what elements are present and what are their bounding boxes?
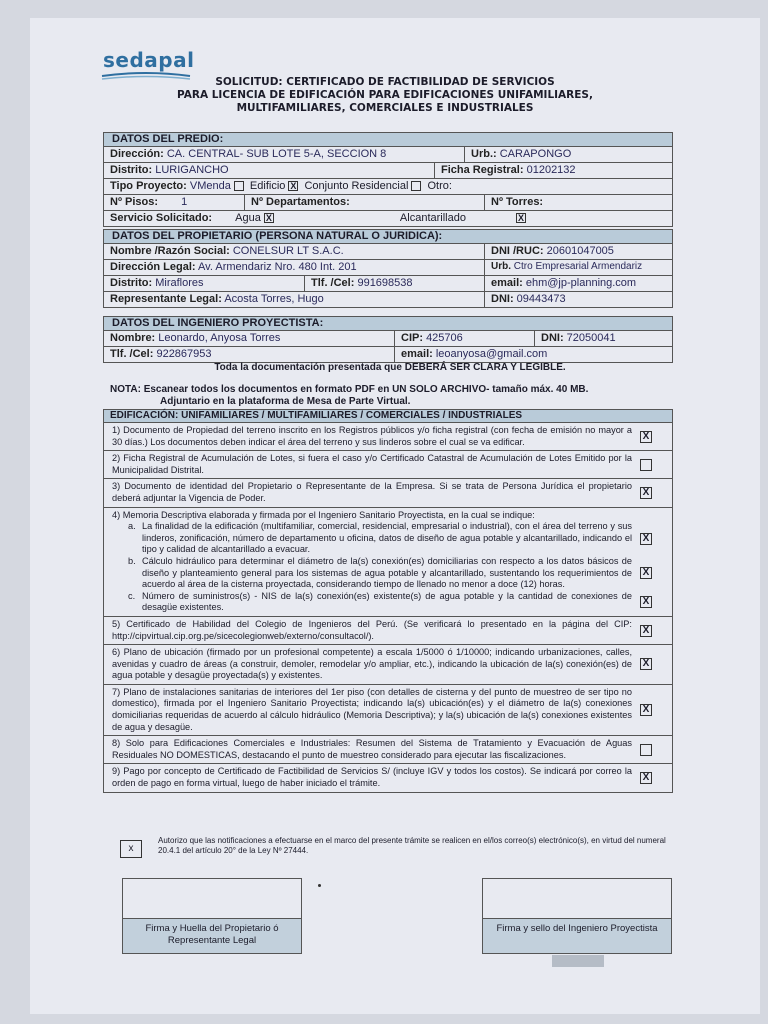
predio-pisos-label: Nº Pisos: (110, 196, 159, 208)
ingeniero-row-nombre (103, 331, 673, 347)
propietario-direccion-value[interactable]: Av. Armendariz Nro. 480 Int. 201 (198, 261, 357, 273)
tipo-edificio-checkbox[interactable]: X (290, 181, 297, 192)
engineer-signature-caption: Firma y sello del Ingeniero Proyectista (483, 918, 671, 953)
predio-distrito-label: Distrito: (110, 164, 153, 176)
ingeniero-nombre-value[interactable]: Leonardo, Anyosa Torres (158, 332, 281, 344)
authorization-text: Autorizo que las notificaciones a efectuarse en el marco del presente trámite se realicen en el/los correo(s) electrónico(s), en virtud del numeral 20.4.1 del artículo 20° de la Ley Nº 27444. (158, 836, 666, 855)
propietario-nombre-value[interactable]: CONELSUR LT S.A.C. (232, 245, 344, 257)
requirement-4b: b. Cálculo hidráulico para determinar el diámetro de la(s) conexión(es) domiciliarias con respecto a los datos básicos de diseño y planteamiento general para los sistemas de agua potable y alcantarillado, sustentando los requerimientos de acuerdo al área de la cisterna proyectada, considerando tiempo de llenado no menor a doce (12) horas. X (112, 556, 632, 591)
propietario-rep-value[interactable]: Acosta Torres, Hugo (224, 293, 324, 305)
requirement-item-1: 1) Documento de Propiedad del terreno inscrito en los Registros públicos y/o ficha registral (con fecha de emisión no mayor a 30 días.) Los documentos deben indicar el área del terreno y sus linderos sobre el cual se va edificar. X (104, 423, 672, 451)
requirement-3-checkbox[interactable]: X (640, 487, 652, 499)
requirement-item-8: 8) Solo para Edificaciones Comerciales e Industriales: Resumen del Sistema de Tratamiento y Evacuación de Aguas Residuales NO DOMESTICAS, destacando el punto de muestreo considerado para ejecutar las fiscalizaciones. (104, 736, 672, 764)
ingeniero-row-contacto (103, 347, 673, 363)
propietario-row-representante (103, 292, 673, 308)
requirement-item-2: 2) Ficha Registral de Acumulación de Lotes, si fuera el caso y/o Certificado Catastral de Acumulación de Lotes Emitido por la Municipalidad Distrital. (104, 451, 672, 479)
ingeniero-heading: DATOS DEL INGENIERO PROYECTISTA: (103, 316, 673, 331)
form-title-line3: MULTIFAMILIARES, COMERCIALES E INDUSTRIALES (236, 102, 534, 114)
predio-row-pisos (103, 195, 673, 211)
propietario-email-value[interactable]: ehm@jp-planning.com (525, 277, 637, 289)
predio-row-direccion (103, 147, 673, 163)
propietario-dni-label: DNI: (491, 293, 514, 305)
tipo-conjunto-label: Conjunto Residencial (304, 180, 409, 192)
ingeniero-dni-label: DNI: (541, 332, 564, 344)
requirement-4-intro: 4) Memoria Descriptiva elaborada y firmada por el Ingeniero Sanitario Proyectista, en la cual se indique: (112, 509, 535, 520)
requirement-6-checkbox[interactable]: X (640, 658, 652, 670)
predio-row-distrito (103, 163, 673, 179)
scan-note-line2: Adjuntario en la plataforma de Mesa de Parte Virtual. (160, 396, 411, 407)
predio-departamentos-label: Nº Departamentos: (251, 196, 350, 208)
servicio-agua-label: Agua (235, 212, 261, 224)
predio-urb-value[interactable]: CARAPONGO (499, 148, 572, 160)
requirement-4b-checkbox[interactable]: X (640, 567, 652, 579)
requirement-item-3: 3) Documento de identidad del Propietario o Representante de la Empresa. Si se trata de Persona Jurídica el propietario deberá adjuntar la Vigencia de Poder. X (104, 479, 672, 507)
predio-row-servicio (103, 211, 673, 227)
stamp-tab (552, 955, 604, 967)
ingeniero-nombre-label: Nombre: (110, 332, 156, 344)
requirement-item-7: 7) Plano de instalaciones sanitarias de interiores del 1er piso (con detalles de cisterna y del punto de muestreo de ser tipo no domestico), firmada por el Ingeniero Sanitario Proyectista; indicando la(s) ubicación(es) y el diámetro de la(s) conexiones domiciliarias requeridas de acuerdo al cálculo hidráulico (Memoria Descriptiva); y la(s) ubicación de la(s) conexiones existentes de agua y desagüe. X (104, 685, 672, 736)
requirement-1-checkbox[interactable]: X (640, 431, 652, 443)
predio-tipo-label: Tipo Proyecto: (110, 180, 187, 192)
propietario-heading: DATOS DEL PROPIETARIO (PERSONA NATURAL O JURIDICA): (103, 229, 673, 244)
authorization-checkbox[interactable]: x (120, 840, 142, 858)
servicio-agua-checkbox[interactable]: X (265, 213, 272, 224)
propietario-row-nombre (103, 244, 673, 260)
predio-ficha-label: Ficha Registral: (441, 164, 524, 176)
ingeniero-cip-label: CIP: (401, 332, 423, 344)
propietario-distrito-value[interactable]: Miraflores (155, 277, 204, 289)
propietario-rep-label: Representante Legal: (110, 293, 222, 305)
servicio-alcantarillado-label: Alcantarillado (399, 212, 466, 224)
legibility-notice: Toda la documentación presentada que DEBERÁ SER CLARA Y LEGIBLE. (214, 362, 566, 373)
requirement-item-6: 6) Plano de ubicación (firmado por un profesional competente) a escala 1/5000 ó 1/10000; indicando urbanizaciones, calles, avenidas y cuadro de áreas (a construir, demoler, remodelar y/o ampliar, etc.), indicando la ubicación de la(s) conexión(es) de agua potable y desagüe proyectada(s) y existentes. X (104, 645, 672, 685)
predio-torres-label: Nº Torres: (491, 196, 544, 208)
propietario-dniruc-label: DNI /RUC: (491, 245, 544, 257)
predio-urb-label: Urb.: (471, 148, 497, 160)
predio-distrito-value[interactable]: LURIGANCHO (155, 164, 229, 176)
ingeniero-cip-value[interactable]: 425706 (426, 332, 463, 344)
tipo-edificio-label: Edificio (249, 180, 286, 192)
requirement-4a-checkbox[interactable]: X (640, 533, 652, 545)
requirement-4c: c. Número de suministros(s) - NIS de la(s) conexión(es) existente(s) de agua potable y la cantidad de conexiones de desagüe existentes. X (112, 591, 632, 614)
propietario-tlf-label: Tlf. /Cel: (311, 277, 355, 289)
ingeniero-tlf-value[interactable]: 922867953 (156, 348, 212, 360)
propietario-email-label: email: (491, 277, 523, 289)
ingeniero-email-value[interactable]: leoanyosa@gmail.com (435, 348, 548, 360)
propietario-urb-label: Urb. (491, 261, 511, 272)
ingeniero-email-label: email: (401, 348, 433, 360)
owner-signature-caption: Firma y Huella del Propietario ó Representante Legal (123, 918, 301, 953)
requirement-item-9: 9) Pago por concepto de Certificado de Factibilidad de Servicios S/ (incluye IGV y todos los costos). Se indicará por correo la orden de pago en forma virtual, luego de haber iniciado el trámite. X (104, 764, 672, 791)
predio-ficha-value[interactable]: 01202132 (526, 164, 576, 176)
predio-row-tipo (103, 179, 673, 195)
requirement-7-checkbox[interactable]: X (640, 704, 652, 716)
requirement-4c-checkbox[interactable]: X (640, 596, 652, 608)
tipo-vivienda-label: VMenda (189, 180, 231, 192)
predio-pisos-value[interactable]: 1 (181, 196, 188, 208)
form-title-line2: PARA LICENCIA DE EDIFICACIÓN PARA EDIFICACIONES UNIFAMILIARES, (177, 89, 593, 101)
propietario-dni-value[interactable]: 09443473 (516, 293, 566, 305)
requirement-8-checkbox[interactable] (640, 744, 652, 756)
ingeniero-dni-value[interactable]: 72050041 (566, 332, 616, 344)
propietario-distrito-label: Distrito: (110, 277, 153, 289)
scan-note-line1: NOTA: Escanear todos los documentos en formato PDF en UN SOLO ARCHIVO- tamaño máx. 40 MB. (110, 384, 589, 395)
servicio-alcantarillado-checkbox[interactable]: X (517, 213, 524, 224)
sedapal-logo: sedapal (103, 48, 195, 72)
predio-direccion-label: Dirección: (110, 148, 164, 160)
tipo-vivienda-checkbox[interactable] (234, 181, 244, 191)
requirement-2-checkbox[interactable] (640, 459, 652, 471)
predio-servicio-label: Servicio Solicitado: (110, 212, 213, 224)
owner-signature-box[interactable] (122, 878, 302, 954)
requirements-table (103, 409, 673, 793)
requirement-item-5: 5) Certificado de Habilidad del Colegio de Ingenieros del Perú. (Se verificará lo presentado en la página del CIP: http://cipvirtual.cip.org.pe/sicecolegionweb/externo/consultacol/). X (104, 617, 672, 645)
stray-dot (318, 884, 321, 887)
propietario-dniruc-value[interactable]: 20601047005 (546, 245, 614, 257)
propietario-direccion-label: Dirección Legal: (110, 261, 196, 273)
predio-direccion-value[interactable]: CA. CENTRAL- SUB LOTE 5-A, SECCION 8 (166, 148, 387, 160)
form-title-line1: SOLICITUD: CERTIFICADO DE FACTIBILIDAD DE SERVICIOS (215, 76, 555, 88)
requirement-item-4 (104, 508, 672, 617)
predio-heading: DATOS DEL PREDIO: (103, 132, 673, 147)
propietario-row-distrito (103, 276, 673, 292)
engineer-signature-box[interactable] (482, 878, 672, 954)
propietario-nombre-label: Nombre /Razón Social: (110, 245, 230, 257)
propietario-tlf-value[interactable]: 991698538 (357, 277, 413, 289)
requirements-heading: EDIFICACIÓN: UNIFAMILIARES / MULTIFAMILIARES / COMERCIALES / INDUSTRIALES (104, 410, 672, 423)
tipo-conjunto-checkbox[interactable] (411, 181, 421, 191)
requirement-4a: a. La finalidad de la edificación (multifamiliar, comercial, residencial, empresarial o industrial), con el área del terreno y sus linderos, zonificación, número de departamento u oficina, datos de diseño de agua potable y alcantarillado, indicando el tipo y calidad de alcantarillado a evacuar. X (112, 521, 632, 556)
ingeniero-tlf-label: Tlf. /Cel: (110, 348, 154, 360)
propietario-row-direccion (103, 260, 673, 276)
tipo-otro-label: Otro: (427, 180, 452, 192)
propietario-urb-value[interactable]: Ctro Empresarial Armendariz (513, 261, 643, 272)
requirement-5-checkbox[interactable]: X (640, 625, 652, 637)
requirement-9-checkbox[interactable]: X (640, 772, 652, 784)
